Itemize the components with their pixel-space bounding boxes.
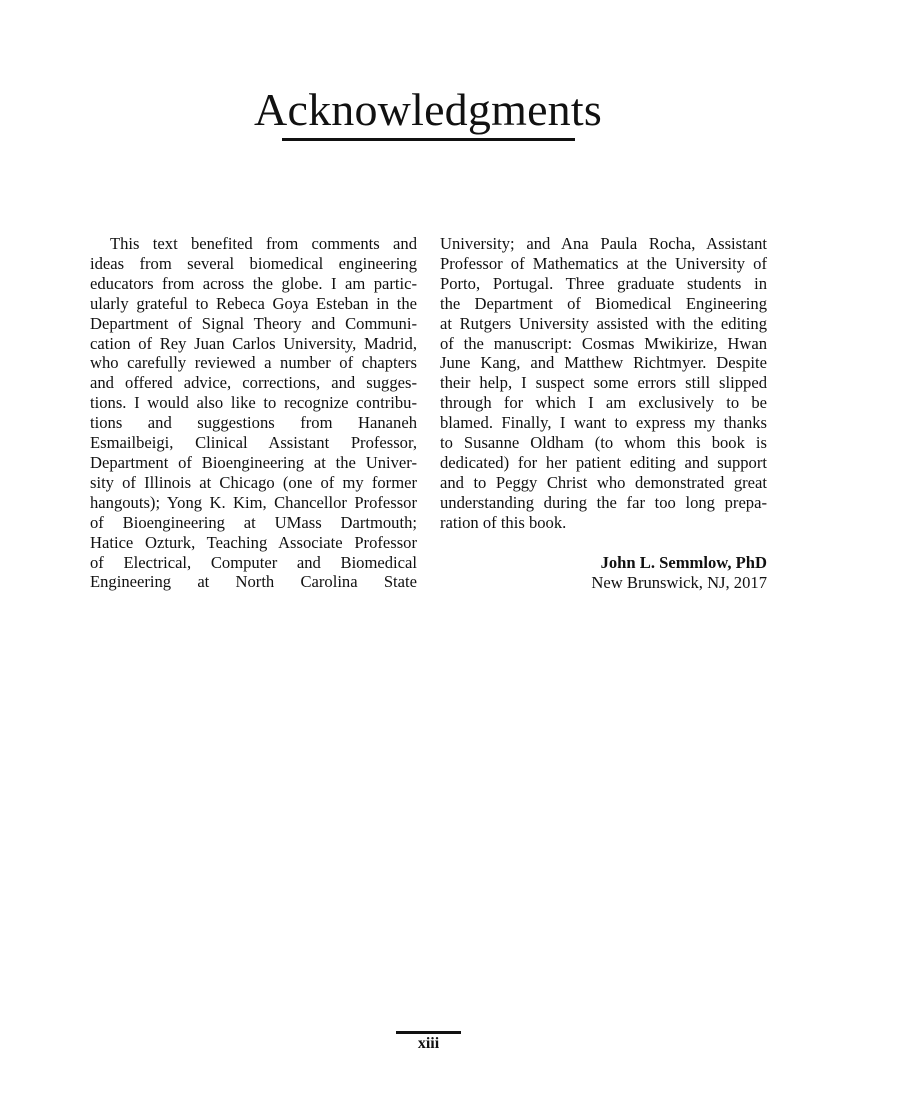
text-line: and offered advice, corrections, and sugges- [90,373,417,393]
page-number: xiii [417,1035,440,1052]
title-underline [282,138,575,141]
text-line: blamed. Finally, I want to express my thanks [440,413,767,433]
text-line: educators from across the globe. I am partic- [90,273,417,293]
text-line: June Kang, and Matthew Richtmyer. Despite [440,353,767,373]
acknowledgments-paragraph-part-2 [440,234,767,533]
text-line: dedicated) for her patient editing and support [440,452,767,472]
text-line: Professor of Mathematics at the University of [440,253,767,273]
text-line: Engineering at North Carolina State [90,572,417,592]
text-line: Department of Bioengineering at the Univer- [90,452,417,472]
text-line: of the manuscript: Cosmas Mwikirize, Hwan [440,333,767,353]
left-text-column [90,234,417,592]
text-line: their help, I suspect some errors still slipped [440,373,767,393]
text-line: Department of Signal Theory and Communi- [90,313,417,333]
signature-block [440,553,767,593]
text-line: Porto, Portugal. Three graduate students in [440,273,767,293]
footer-rule [396,1031,461,1034]
right-text-column [440,234,767,592]
text-line: understanding during the far too long prepa- [440,492,767,512]
text-line: of Bioengineering at UMass Dartmouth; [90,512,417,532]
text-line: University; and Ana Paula Rocha, Assistant [440,234,767,253]
text-line: of Electrical, Computer and Biomedical [90,552,417,572]
text-line: who carefully reviewed a number of chapters [90,353,417,373]
text-line: This text benefited from comments and [110,234,417,253]
text-line: through for which I am exclusively to be [440,393,767,413]
text-line: at Rutgers University assisted with the editing [440,313,767,333]
text-line: cation of Rey Juan Carlos University, Madrid, [90,333,417,353]
text-line: ideas from several biomedical engineering [90,253,417,273]
text-line: ularly grateful to Rebeca Goya Esteban in the [90,293,417,313]
place-and-date: New Brunswick, NJ, 2017 [591,572,767,592]
text-line: hangouts); Yong K. Kim, Chancellor Professor [90,492,417,512]
text-line: tions and suggestions from Hananeh [90,413,417,433]
text-line: sity of Illinois at Chicago (one of my former [90,472,417,492]
page-title: Acknowledgments [254,84,602,135]
text-line: ration of this book. [440,512,567,532]
text-line: and to Peggy Christ who demonstrated great [440,472,767,492]
text-line: Esmailbeigi, Clinical Assistant Professor, [90,433,417,453]
text-line: tions. I would also like to recognize contribu- [90,393,417,413]
author-name: John L. Semmlow, PhD [600,552,767,572]
acknowledgments-paragraph-part-1 [90,234,417,592]
text-line: Hatice Ozturk, Teaching Associate Professor [90,532,417,552]
text-line: the Department of Biomedical Engineering [440,293,767,313]
text-line: to Susanne Oldham (to whom this book is [440,433,767,453]
